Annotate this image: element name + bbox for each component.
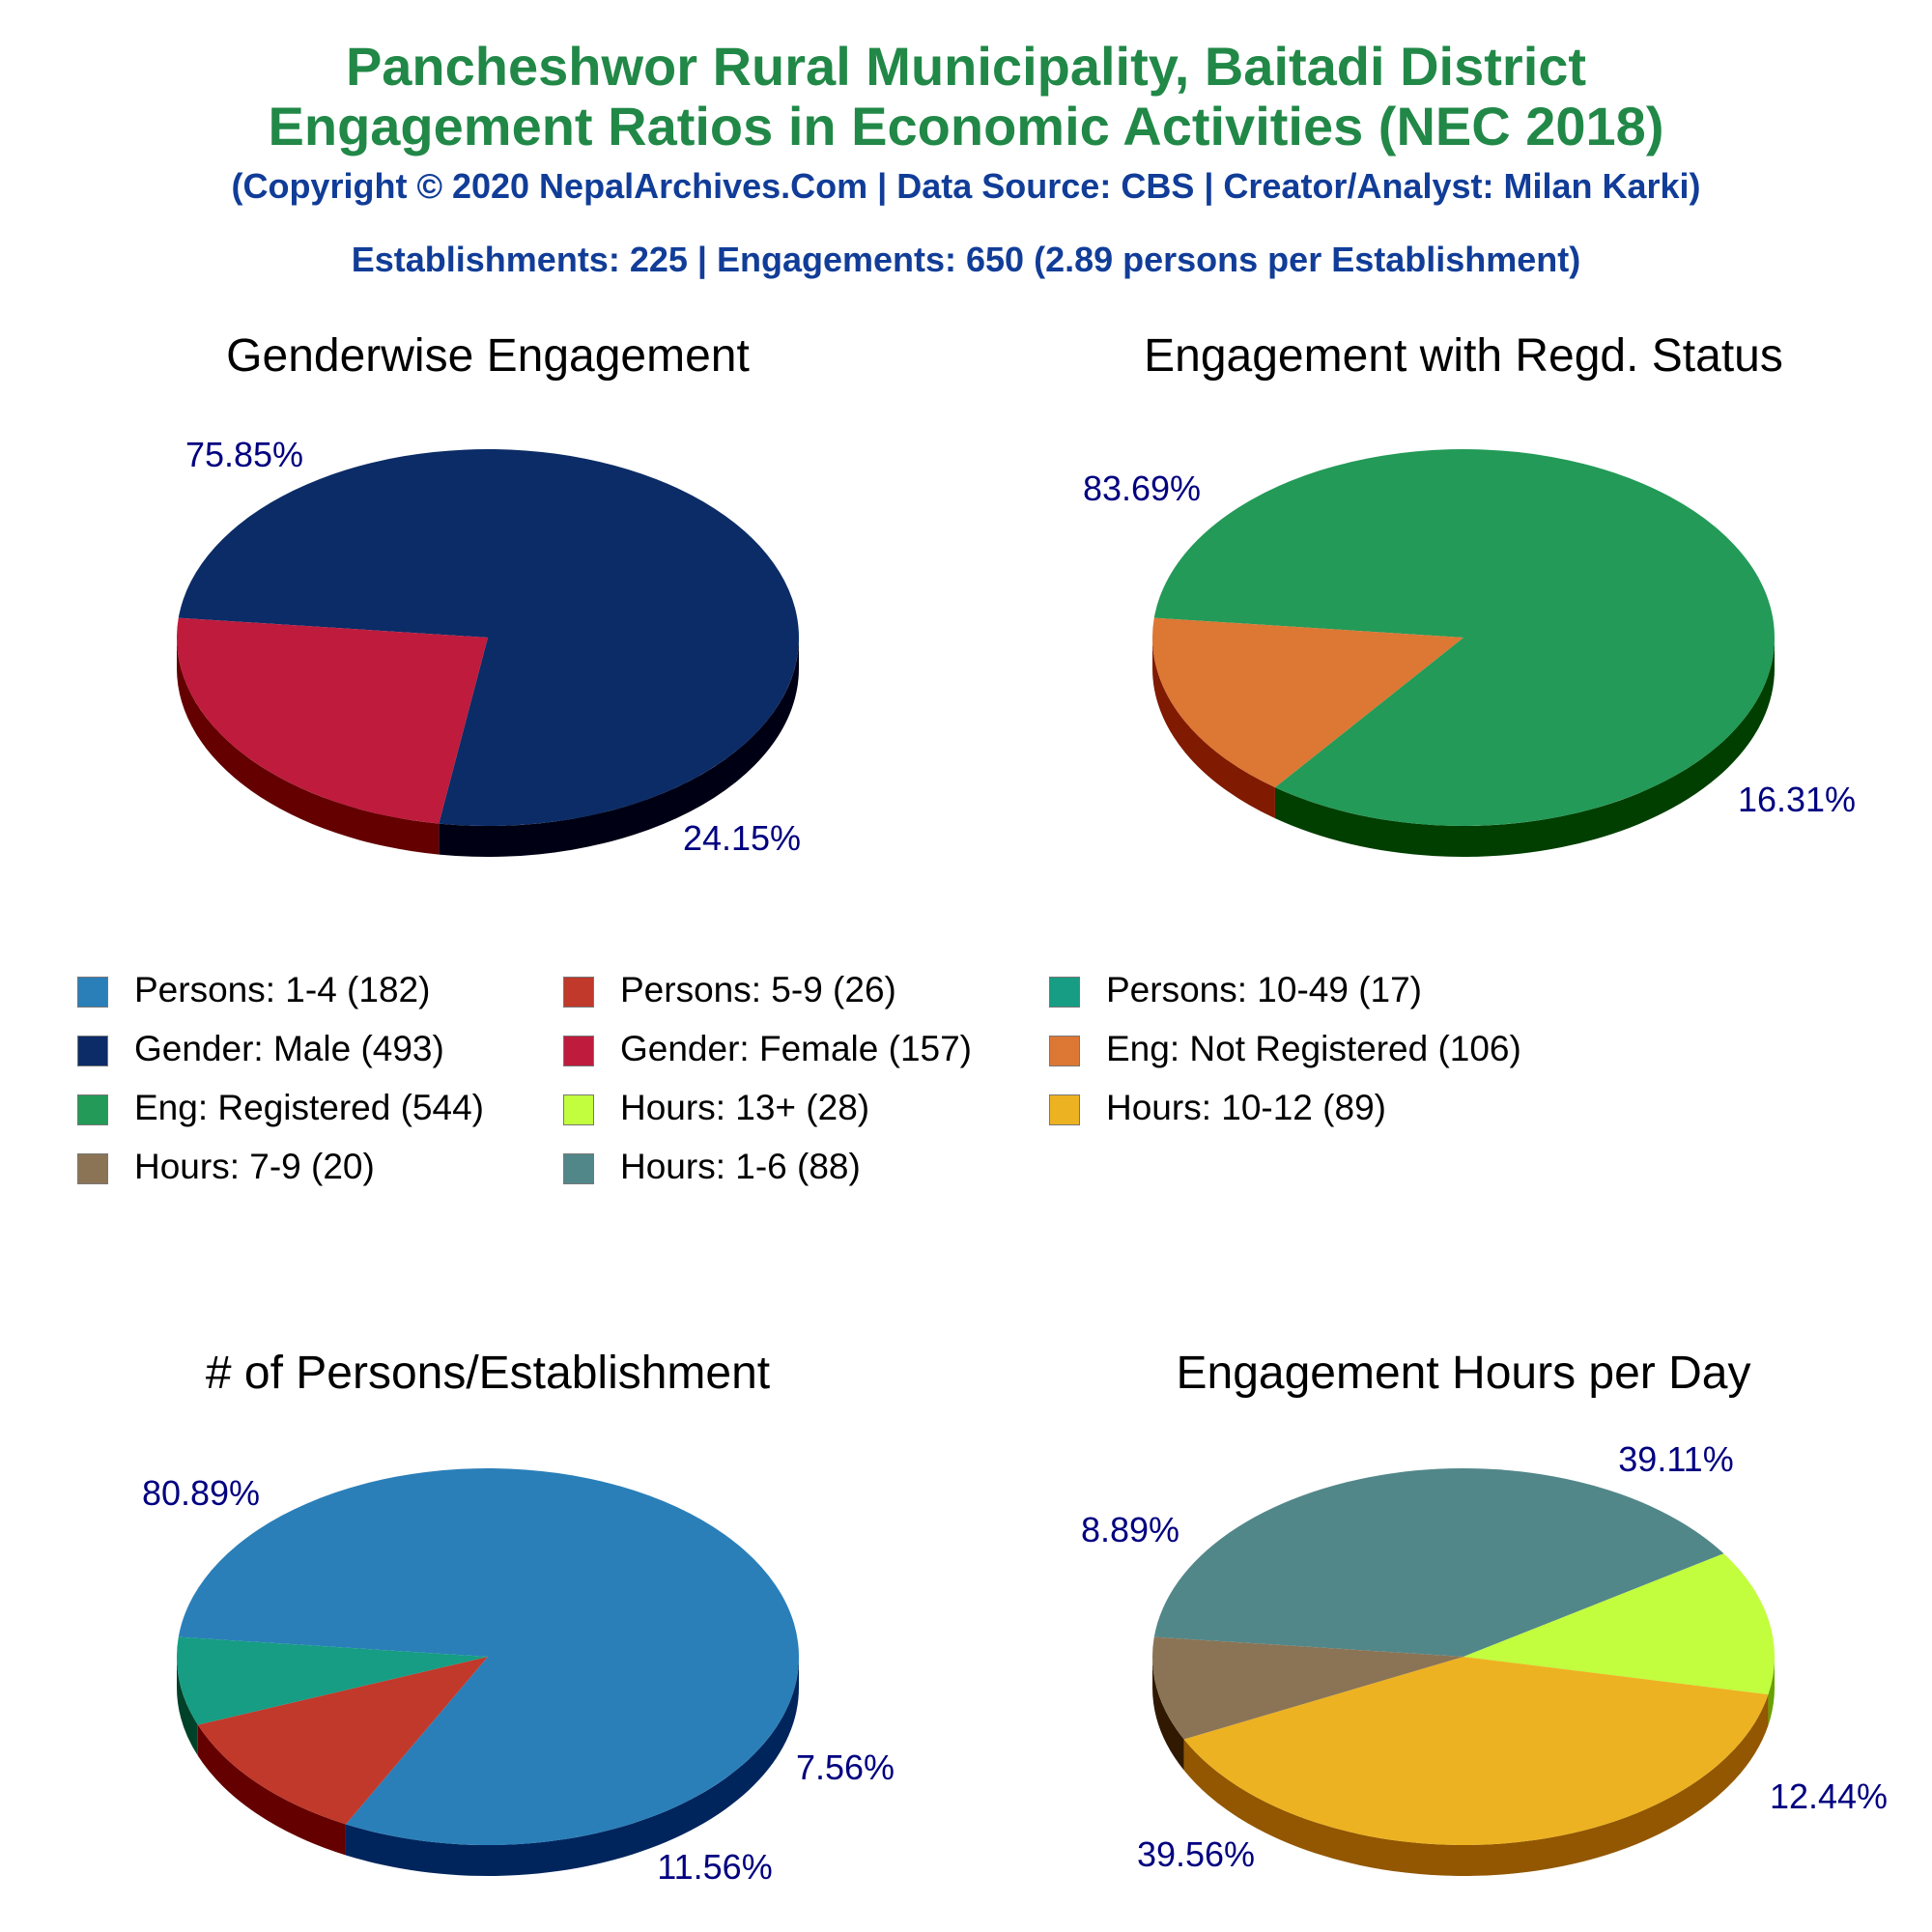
pct-label-gender-female: 24.15% bbox=[682, 818, 802, 858]
legend-swatch bbox=[563, 977, 594, 1008]
legend-swatch bbox=[77, 1153, 108, 1184]
legend-swatch bbox=[77, 1094, 108, 1125]
pct-label-persons-5-9: 11.56% bbox=[657, 1847, 773, 1887]
pct-label-gender-male: 75.85% bbox=[185, 435, 304, 474]
chart-title: Engagement Hours per Day bbox=[1176, 1348, 1751, 1399]
legend-label: Hours: 1-6 (88) bbox=[620, 1147, 861, 1186]
legend-label: Hours: 7-9 (20) bbox=[134, 1147, 375, 1186]
summary-line: Establishments: 225 | Engagements: 650 (2.89 persons per Establishment) bbox=[351, 240, 1581, 279]
legend-label: Gender: Male (493) bbox=[134, 1029, 444, 1068]
pie-chart-of-persons-establishment bbox=[142, 1348, 895, 1887]
legend-label: Gender: Female (157) bbox=[620, 1029, 973, 1068]
pct-label-hours-10-12: 39.56% bbox=[1136, 1834, 1256, 1874]
copyright-line: (Copyright © 2020 NepalArchives.Com | Data Source: CBS | Creator/Analyst: Milan Karki) bbox=[231, 166, 1701, 206]
pie-slice-gender-female bbox=[177, 618, 488, 824]
legend-label: Hours: 10-12 (89) bbox=[1106, 1088, 1386, 1127]
pie-chart-genderwise-engagement bbox=[177, 330, 801, 858]
pct-label-eng-registered: 83.69% bbox=[1082, 469, 1202, 508]
legend-label: Eng: Registered (544) bbox=[134, 1088, 484, 1127]
chart-title: Genderwise Engagement bbox=[226, 330, 750, 382]
title-line-1: Pancheshwor Rural Municipality, Baitadi District bbox=[345, 36, 1587, 97]
legend-swatch bbox=[77, 977, 108, 1008]
legend-swatch bbox=[563, 1094, 594, 1125]
pct-label-hours-1-6: 39.11% bbox=[1618, 1439, 1734, 1479]
chart-title: Engagement with Regd. Status bbox=[1144, 330, 1783, 382]
title-line-2: Engagement Ratios in Economic Activities (NEC 2018) bbox=[268, 96, 1664, 156]
legend-swatch bbox=[1049, 977, 1080, 1008]
pct-label-persons-10-49: 7.56% bbox=[795, 1747, 895, 1787]
legend-label: Persons: 10-49 (17) bbox=[1106, 970, 1423, 1009]
pct-label-hours-13: 12.44% bbox=[1769, 1776, 1889, 1816]
legend-swatch bbox=[1049, 1036, 1080, 1066]
pie-chart-engagement-with-regd-status bbox=[1083, 330, 1856, 857]
legend-swatch bbox=[563, 1036, 594, 1066]
pie-chart-engagement-hours-per-day bbox=[1081, 1348, 1888, 1876]
legend-swatch bbox=[77, 1036, 108, 1066]
legend-label: Eng: Not Registered (106) bbox=[1106, 1029, 1521, 1068]
legend-swatch bbox=[1049, 1094, 1080, 1125]
pct-label-persons-1-4: 80.89% bbox=[141, 1473, 261, 1513]
chart-title: # of Persons/Establishment bbox=[205, 1348, 771, 1399]
legend-label: Persons: 5-9 (26) bbox=[620, 970, 896, 1009]
pct-label-eng-not-registered: 16.31% bbox=[1737, 780, 1857, 819]
legend-label: Persons: 1-4 (182) bbox=[134, 970, 431, 1009]
pct-label-hours-7-9: 8.89% bbox=[1080, 1510, 1180, 1549]
legend-label: Hours: 13+ (28) bbox=[620, 1088, 870, 1127]
legend-swatch bbox=[563, 1153, 594, 1184]
